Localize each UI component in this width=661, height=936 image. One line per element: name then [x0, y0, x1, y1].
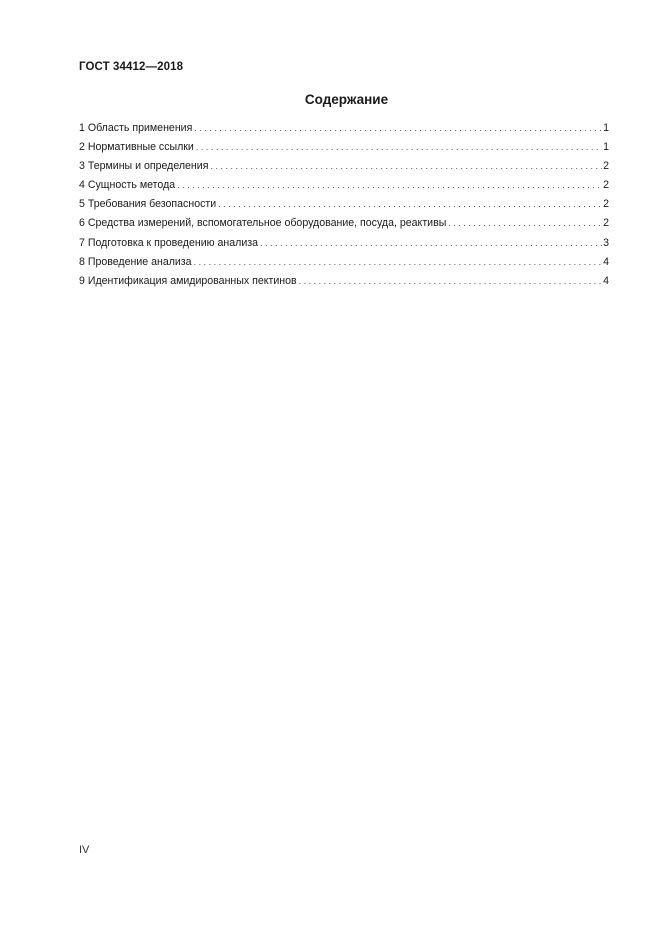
toc-entry-label: 9 Идентификация амидированных пектинов: [79, 274, 297, 287]
toc-entry[interactable]: [79, 141, 609, 160]
toc-entry-page: 3: [603, 236, 609, 249]
toc-entry[interactable]: [79, 275, 609, 294]
toc-leader-dots: [177, 180, 602, 190]
toc-entry-label: 8 Проведение анализа: [79, 255, 192, 268]
toc-entry[interactable]: [79, 160, 609, 179]
toc-entry-label: 4 Сущность метода: [79, 179, 176, 192]
page-title: Содержание: [304, 92, 389, 107]
toc-entry-page: 1: [603, 141, 609, 154]
toc-entry-label: 6 Средства измерений, вспомогательное оборудование, посуда, реактивы: [79, 217, 447, 230]
toc-entry-page: 2: [603, 160, 609, 173]
toc-entry-label: 7 Подготовка к проведению анализа: [79, 236, 259, 249]
toc-entry-label: 2 Нормативные ссылки: [79, 141, 194, 154]
toc-entry[interactable]: [79, 122, 609, 141]
toc-leader-dots: [299, 276, 602, 286]
toc-entry-page: 2: [603, 198, 609, 211]
toc-entry-page: 4: [603, 255, 609, 268]
toc-leader-dots: [218, 199, 602, 209]
toc-entry-page: 1: [603, 122, 609, 134]
toc-entry-page: 2: [603, 217, 609, 230]
toc-leader-dots: [448, 218, 602, 228]
toc-entry-label: 1 Область применения: [79, 122, 193, 134]
toc-leader-dots: [196, 142, 602, 152]
toc-leader-dots: [260, 238, 602, 248]
toc-entry[interactable]: [79, 179, 609, 198]
toc-entry[interactable]: [79, 256, 609, 275]
toc-leader-dots: [210, 161, 602, 171]
toc-entry[interactable]: [79, 237, 609, 256]
toc-entry-page: 2: [603, 179, 609, 192]
toc-leader-dots: [194, 257, 603, 267]
page-number: IV: [79, 844, 90, 856]
toc-entry[interactable]: [79, 217, 609, 236]
table-of-contents: [79, 122, 609, 294]
toc-entry[interactable]: [79, 198, 609, 217]
toc-entry-label: 5 Требования безопасности: [79, 198, 217, 211]
document-header: ГОСТ 34412—2018: [79, 61, 184, 73]
toc-entry-page: 4: [603, 274, 609, 287]
toc-leader-dots: [194, 123, 602, 133]
toc-entry-label: 3 Термины и определения: [79, 160, 209, 173]
